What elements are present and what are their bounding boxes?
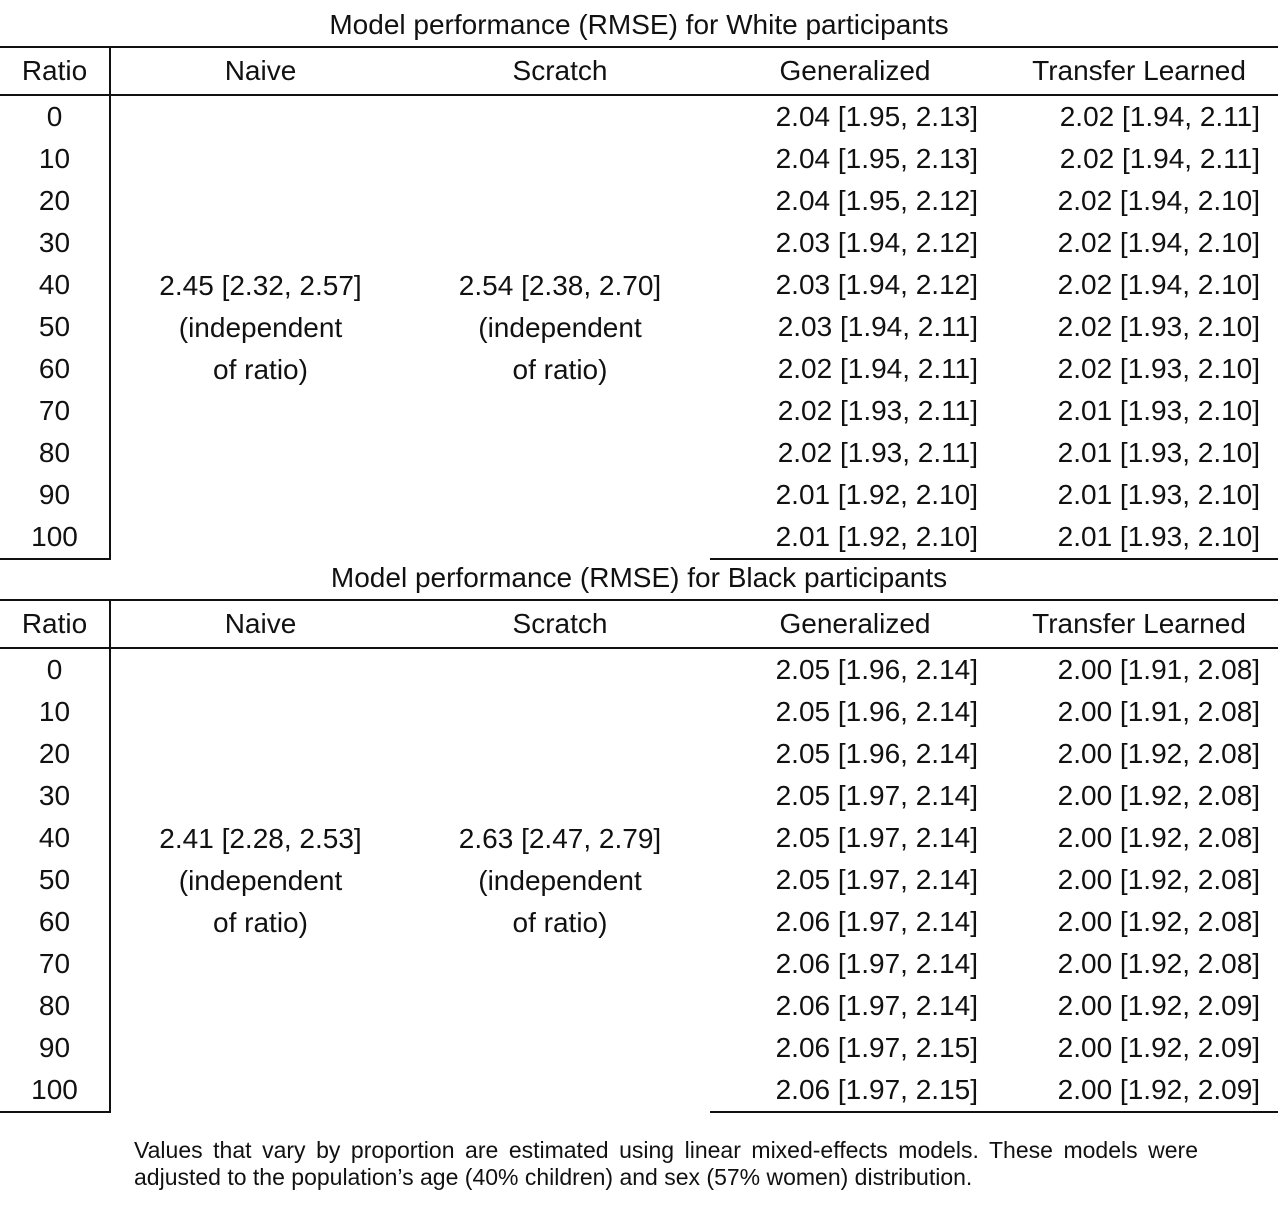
scratch-cell — [410, 648, 710, 1112]
generalized-cell: 2.06 [1.97, 2.15] — [775, 1032, 978, 1063]
generalized-cell: 2.03 [1.94, 2.11] — [777, 311, 978, 342]
scratch-line: of ratio) — [512, 353, 608, 385]
generalized-cell: 2.04 [1.95, 2.12] — [775, 185, 978, 216]
naive-line: 2.45 [2.32, 2.57] — [159, 269, 362, 301]
white-participants-table — [0, 4, 1278, 560]
scratch-cell — [410, 95, 710, 559]
ratio-cell: 20 — [0, 180, 110, 222]
ratio-cell: 100 — [0, 516, 110, 559]
ratio-cell: 50 — [0, 306, 110, 348]
generalized-cell: 2.01 [1.92, 2.10] — [775, 479, 978, 510]
transfer-learned-cell: 2.01 [1.93, 2.10] — [1057, 395, 1261, 426]
table-row — [0, 95, 1278, 138]
transfer-learned-cell: 2.00 [1.92, 2.08] — [1057, 822, 1261, 853]
ratio-cell: 50 — [0, 859, 110, 901]
ratio-cell: 70 — [0, 390, 110, 432]
naive-line: 2.41 [2.28, 2.53] — [159, 822, 362, 854]
transfer-learned-cell: 2.01 [1.93, 2.10] — [1000, 516, 1278, 559]
ratio-cell: 40 — [0, 264, 110, 306]
generalized-cell: 2.06 [1.97, 2.14] — [775, 948, 978, 979]
transfer-learned-cell: 2.00 [1.91, 2.08] — [1057, 654, 1261, 685]
table-row — [0, 648, 1278, 691]
generalized-cell: 2.04 [1.95, 2.13] — [775, 101, 978, 132]
generalized-cell: 2.06 [1.97, 2.15] — [710, 1069, 1000, 1112]
naive-cell — [110, 95, 410, 559]
transfer-learned-cell: 2.02 [1.94, 2.11] — [1059, 143, 1261, 174]
transfer-learned-cell: 2.00 [1.92, 2.08] — [1057, 906, 1261, 937]
generalized-cell: 2.02 [1.93, 2.11] — [777, 437, 978, 468]
transfer-learned-cell: 2.02 [1.94, 2.10] — [1057, 269, 1261, 300]
generalized-cell: 2.05 [1.96, 2.14] — [775, 654, 978, 685]
generalized-cell: 2.05 [1.96, 2.14] — [775, 738, 978, 769]
transfer-learned-cell: 2.00 [1.91, 2.08] — [1057, 696, 1261, 727]
naive-line: (independent — [178, 311, 343, 343]
ratio-cell: 80 — [0, 985, 110, 1027]
ratio-cell: 80 — [0, 432, 110, 474]
transfer-learned-cell: 2.00 [1.92, 2.08] — [1057, 780, 1261, 811]
transfer-learned-cell: 2.00 [1.92, 2.09] — [1057, 1032, 1261, 1063]
generalized-cell: 2.05 [1.97, 2.14] — [775, 864, 978, 895]
ratio-cell: 30 — [0, 775, 110, 817]
scratch-header: Scratch — [410, 47, 710, 95]
ratio-cell: 60 — [0, 348, 110, 390]
ratio-cell: 90 — [0, 1027, 110, 1069]
naive-line: (independent — [178, 864, 343, 896]
ratio-cell: 40 — [0, 817, 110, 859]
transfer-learned-cell: 2.02 [1.93, 2.10] — [1057, 353, 1261, 384]
transfer-learned-cell: 2.00 [1.92, 2.08] — [1057, 948, 1261, 979]
scratch-line: (independent — [478, 311, 642, 343]
table-footnote: Values that vary by proportion are estimated using linear mixed-effects models. These models were adjusted to the population’s age (40% children) and sex (57% women) distribution. — [134, 1137, 1198, 1190]
ratio-cell: 90 — [0, 474, 110, 516]
generalized-cell: 2.04 [1.95, 2.13] — [775, 143, 978, 174]
generalized-cell: 2.03 [1.94, 2.12] — [775, 227, 978, 258]
generalized-header: Generalized — [710, 600, 1000, 648]
ratio-cell: 0 — [0, 95, 110, 138]
transfer-learned-cell: 2.02 [1.93, 2.10] — [1057, 311, 1261, 342]
transfer-learned-cell: 2.02 [1.94, 2.11] — [1059, 101, 1261, 132]
generalized-cell: 2.05 [1.97, 2.14] — [775, 822, 978, 853]
scratch-header: Scratch — [410, 600, 710, 648]
ratio-cell: 30 — [0, 222, 110, 264]
scratch-line: (independent — [478, 864, 642, 896]
generalized-header: Generalized — [710, 47, 1000, 95]
naive-line: of ratio) — [213, 353, 308, 385]
naive-header: Naive — [110, 47, 410, 95]
generalized-cell: 2.02 [1.93, 2.11] — [777, 395, 978, 426]
transfer-learned-cell: 2.02 [1.94, 2.10] — [1057, 185, 1261, 216]
transfer-learned-cell: 2.01 [1.93, 2.10] — [1057, 479, 1261, 510]
generalized-cell: 2.02 [1.94, 2.11] — [777, 353, 978, 384]
transfer-learned-cell: 2.00 [1.92, 2.08] — [1057, 864, 1261, 895]
table-title: Model performance (RMSE) for Black participants — [330, 562, 948, 593]
generalized-cell: 2.06 [1.97, 2.14] — [775, 906, 978, 937]
transfer-learned-cell: 2.00 [1.92, 2.09] — [1000, 1069, 1278, 1112]
ratio-cell: 0 — [0, 648, 110, 691]
transfer-learned-header: Transfer Learned — [1000, 600, 1278, 648]
transfer-learned-cell: 2.01 [1.93, 2.10] — [1057, 437, 1261, 468]
scratch-line: 2.63 [2.47, 2.79] — [458, 822, 662, 854]
transfer-learned-cell: 2.02 [1.94, 2.10] — [1057, 227, 1261, 258]
ratio-header: Ratio — [0, 600, 110, 648]
black-participants-table — [0, 557, 1278, 1113]
transfer-learned-cell: 2.00 [1.92, 2.08] — [1057, 738, 1261, 769]
generalized-cell: 2.06 [1.97, 2.14] — [775, 990, 978, 1021]
ratio-cell: 10 — [0, 691, 110, 733]
naive-header: Naive — [110, 600, 410, 648]
ratio-header: Ratio — [0, 47, 110, 95]
naive-line: of ratio) — [213, 906, 308, 938]
generalized-cell: 2.05 [1.96, 2.14] — [775, 696, 978, 727]
transfer-learned-cell: 2.00 [1.92, 2.09] — [1057, 990, 1261, 1021]
scratch-line: 2.54 [2.38, 2.70] — [458, 269, 662, 301]
generalized-cell: 2.05 [1.97, 2.14] — [775, 780, 978, 811]
ratio-cell: 60 — [0, 901, 110, 943]
ratio-cell: 10 — [0, 138, 110, 180]
generalized-cell: 2.03 [1.94, 2.12] — [775, 269, 978, 300]
ratio-cell: 20 — [0, 733, 110, 775]
table-title: Model performance (RMSE) for White participants — [329, 9, 949, 40]
ratio-cell: 70 — [0, 943, 110, 985]
ratio-cell: 100 — [0, 1069, 110, 1112]
generalized-cell: 2.01 [1.92, 2.10] — [710, 516, 1000, 559]
transfer-learned-header: Transfer Learned — [1000, 47, 1278, 95]
naive-cell — [110, 648, 410, 1112]
scratch-line: of ratio) — [512, 906, 608, 938]
